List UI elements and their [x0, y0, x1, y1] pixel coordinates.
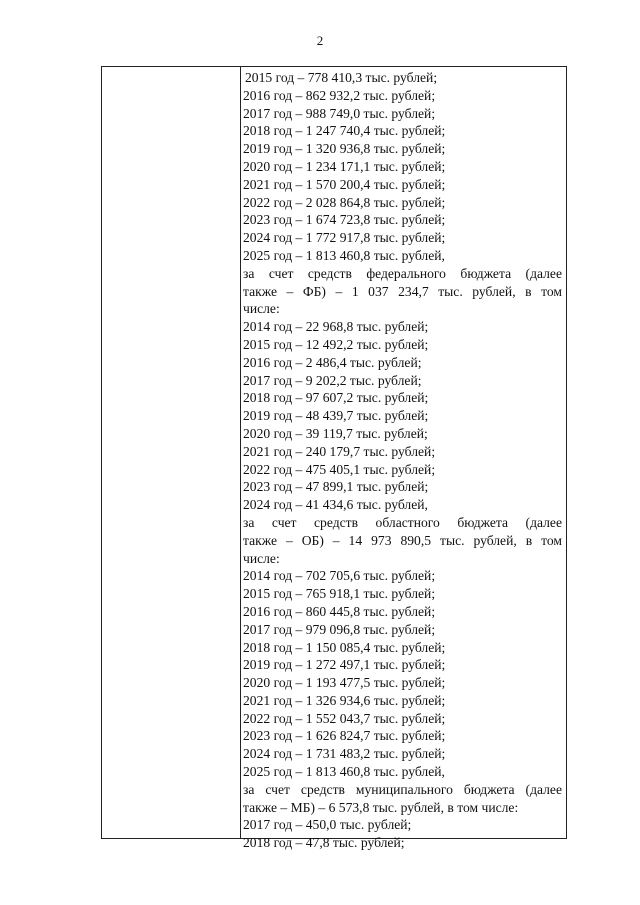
budget-line: 2022 год – 475 405,1 тыс. рублей;: [243, 461, 436, 477]
budget-line: также – МБ) – 6 573,8 тыс. рублей, в том числе:: [243, 799, 519, 815]
paragraph-line: за счет средств областного бюджета (далее: [243, 514, 562, 530]
budget-line: 2019 год – 48 439,7 тыс. рублей;: [243, 408, 429, 424]
budget-line: 2016 год – 860 445,8 тыс. рублей;: [243, 603, 436, 619]
budget-line: числе:: [243, 301, 280, 317]
budget-line: 2018 год – 1 247 740,4 тыс. рублей;: [243, 123, 446, 139]
budget-line: 2017 год – 9 202,2 тыс. рублей;: [243, 372, 422, 388]
budget-line: 2025 год – 1 813 460,8 тыс. рублей,: [243, 247, 445, 263]
page-number: 2: [316, 33, 324, 48]
budget-line: 2022 год – 2 028 864,8 тыс. рублей;: [243, 194, 446, 210]
budget-line: числе:: [243, 550, 280, 566]
budget-line: 2023 год – 1 626 824,7 тыс. рублей;: [243, 728, 446, 744]
budget-line: 2018 год – 1 150 085,4 тыс. рублей;: [243, 639, 446, 655]
table-right-cell: [241, 67, 566, 851]
budget-line: 2017 год – 988 749,0 тыс. рублей;: [243, 105, 436, 121]
budget-line: 2015 год – 765 918,1 тыс. рублей;: [243, 586, 436, 602]
budget-line: 2020 год – 1 234 171,1 тыс. рублей;: [243, 158, 446, 174]
paragraph-line: за счет средств федерального бюджета (далее: [243, 265, 562, 281]
budget-line: 2020 год – 1 193 477,5 тыс. рублей;: [243, 675, 446, 691]
budget-line: 2020 год – 39 119,7 тыс. рублей;: [243, 425, 428, 441]
table-left-cell: [102, 67, 241, 838]
budget-line: 2023 год – 1 674 723,8 тыс. рублей;: [243, 212, 446, 228]
budget-line: 2018 год – 97 607,2 тыс. рублей;: [243, 390, 429, 406]
budget-line: 2019 год – 1 320 936,8 тыс. рублей;: [243, 141, 446, 157]
budget-line: 2016 год – 862 932,2 тыс. рублей;: [243, 87, 436, 103]
budget-line: 2022 год – 1 552 043,7 тыс. рублей;: [243, 710, 446, 726]
budget-line: 2017 год – 979 096,8 тыс. рублей;: [243, 621, 436, 637]
budget-line: 2025 год – 1 813 460,8 тыс. рублей,: [243, 764, 445, 780]
budget-line: 2021 год – 240 179,7 тыс. рублей;: [243, 443, 436, 459]
budget-line: 2017 год – 450,0 тыс. рублей;: [243, 817, 412, 833]
budget-line: 2019 год – 1 272 497,1 тыс. рублей;: [243, 657, 446, 673]
budget-line: 2023 год – 47 899,1 тыс. рублей;: [243, 479, 429, 495]
paragraph-line: также – ОБ) – 14 973 890,5 тыс. рублей, в том: [243, 532, 562, 548]
budget-line: 2014 год – 22 968,8 тыс. рублей;: [243, 319, 429, 335]
budget-line: 2015 год – 12 492,2 тыс. рублей;: [243, 336, 429, 352]
budget-line: 2014 год – 702 705,6 тыс. рублей;: [243, 568, 436, 584]
paragraph-line: также – ФБ) – 1 037 234,7 тыс. рублей, в том: [243, 283, 562, 299]
funding-table: [101, 66, 567, 851]
budget-line: 2021 год – 1 570 200,4 тыс. рублей;: [243, 176, 446, 192]
budget-line: 2024 год – 1 772 917,8 тыс. рублей;: [243, 230, 446, 246]
paragraph-line: за счет средств муниципального бюджета (далее: [243, 781, 562, 797]
budget-line: 2024 год – 41 434,6 тыс. рублей,: [243, 497, 428, 513]
budget-line: 2016 год – 2 486,4 тыс. рублей;: [243, 354, 422, 370]
budget-line: 2021 год – 1 326 934,6 тыс. рублей;: [243, 692, 446, 708]
budget-line: 2024 год – 1 731 483,2 тыс. рублей;: [243, 746, 446, 762]
budget-line: 2015 год – 778 410,3 тыс. рублей;: [245, 70, 438, 85]
budget-line: 2018 год – 47,8 тыс. рублей;: [243, 835, 405, 851]
